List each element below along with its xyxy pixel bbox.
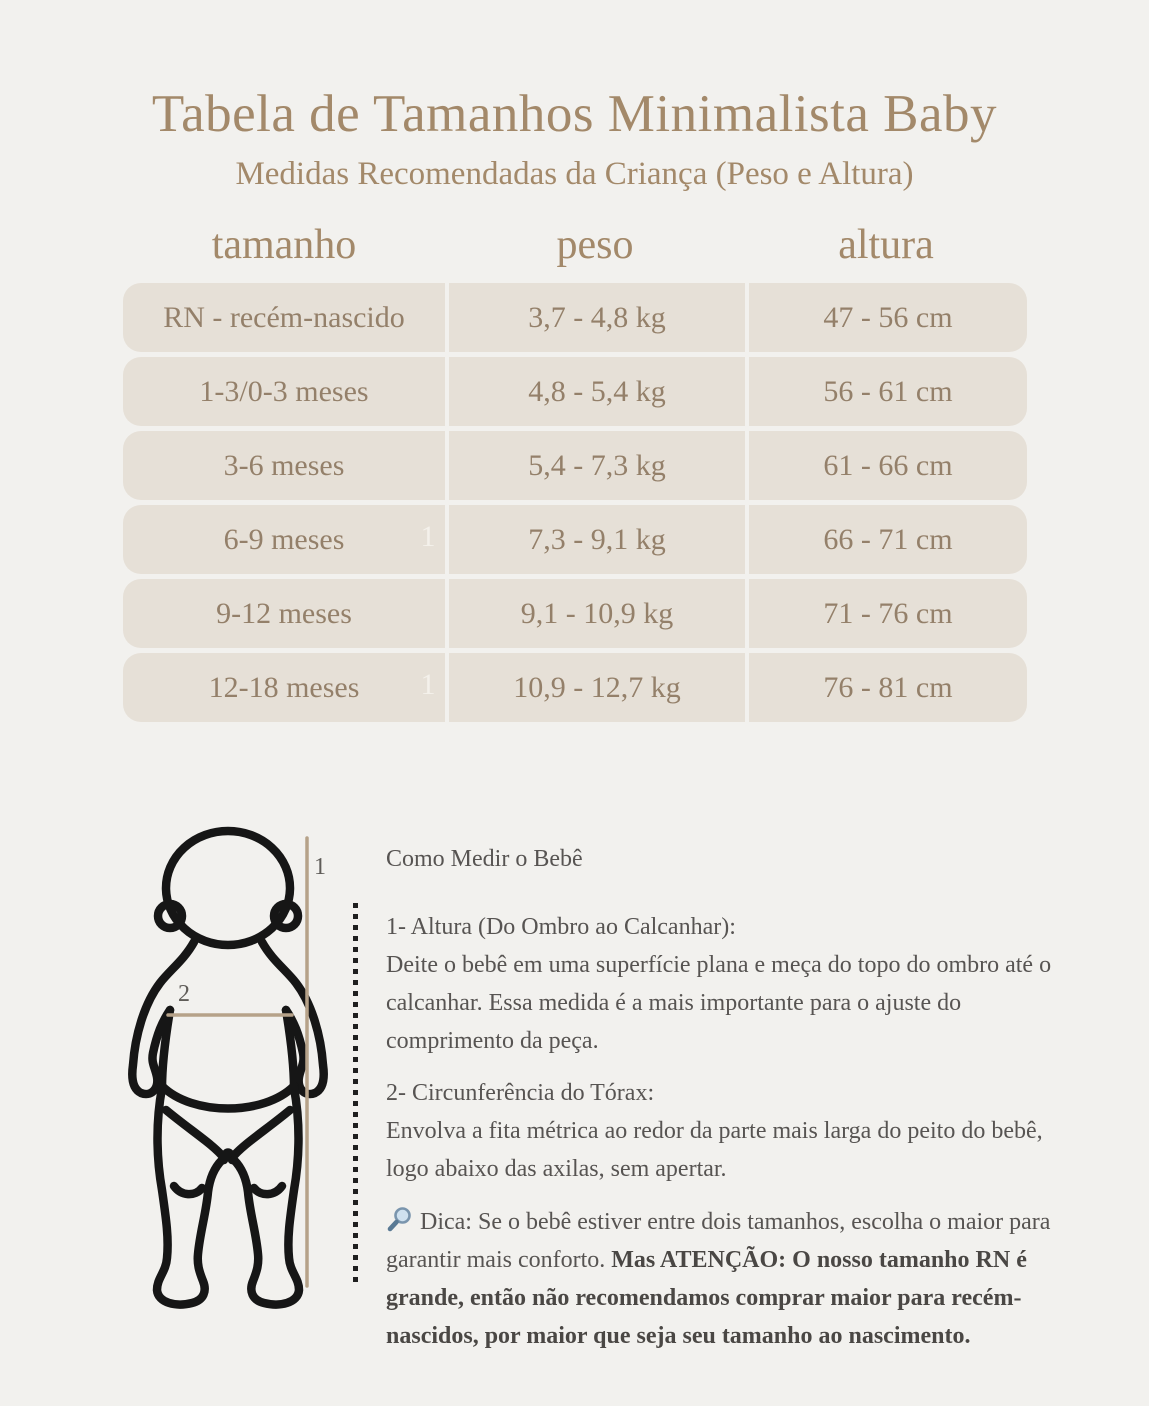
cell-size: RN - recém-nascido xyxy=(163,301,405,334)
cell-weight: 9,1 - 10,9 kg xyxy=(445,579,745,648)
cell-size: 6-9 meses xyxy=(223,523,345,556)
page-title: Tabela de Tamanhos Minimalista Baby xyxy=(151,85,998,143)
guide-section-chest xyxy=(386,1074,1056,1188)
faint-watermark: 1 xyxy=(420,520,436,553)
cell-height: 47 - 56 cm xyxy=(745,283,1027,352)
section2-body: Envolva a fita métrica ao redor da parte mais larga do peito do bebê, logo abaixo das axilas, sem apertar. xyxy=(386,1118,1043,1182)
height-line-label: 1 xyxy=(314,854,326,880)
section1-heading: 1- Altura (Do Ombro ao Calcanhar): xyxy=(386,914,736,940)
baby-body-outline xyxy=(132,831,323,1304)
cell-size: 3-6 meses xyxy=(223,449,345,482)
cell-height: 61 - 66 cm xyxy=(745,431,1027,500)
table-row xyxy=(123,283,1027,352)
column-header-size: tamanho xyxy=(211,222,357,268)
table-row xyxy=(123,505,1027,574)
cell-size: 1-3/0-3 meses xyxy=(199,375,369,408)
page-subtitle: Medidas Recomendadas da Criança (Peso e Altura) xyxy=(235,156,914,192)
section2-heading: 2- Circunferência do Tórax: xyxy=(386,1080,655,1106)
cell-weight: 10,9 - 12,7 kg xyxy=(445,653,745,722)
magnifier-icon xyxy=(386,1206,413,1233)
section1-body: Deite o bebê em uma superfície plana e meça do topo do ombro até o calcanhar. Essa medida é a mais importante para o ajuste do comprimento da peça. xyxy=(386,952,1052,1054)
cell-size: 9-12 meses xyxy=(216,597,352,630)
chest-line-label: 2 xyxy=(178,981,190,1007)
cell-height: 76 - 81 cm xyxy=(745,653,1027,722)
cell-height: 71 - 76 cm xyxy=(745,579,1027,648)
cell-weight: 5,4 - 7,3 kg xyxy=(445,431,745,500)
tip-bold-text: Mas ATENÇÃO: O nosso tamanho RN é grande, então não recomendamos comprar maior para recém-nascidos, por maior que seja seu tamanho ao nascimento. xyxy=(386,1247,1027,1349)
guide-title: Como Medir o Bebê xyxy=(386,846,583,872)
table-row xyxy=(123,579,1027,648)
table-row xyxy=(123,431,1027,500)
cell-size: 12-18 meses xyxy=(208,671,360,704)
table-row xyxy=(123,653,1027,722)
cell-weight: 3,7 - 4,8 kg xyxy=(445,283,745,352)
faint-watermark: 1 xyxy=(420,668,436,701)
column-header-height: altura xyxy=(838,222,934,268)
cell-weight: 4,8 - 5,4 kg xyxy=(445,357,745,426)
guide-section-height xyxy=(386,908,1056,1060)
size-table xyxy=(123,283,1027,727)
cell-height: 66 - 71 cm xyxy=(745,505,1027,574)
baby-outline-illustration xyxy=(120,820,390,1360)
measuring-guide xyxy=(386,840,1056,1355)
cell-height: 56 - 61 cm xyxy=(745,357,1027,426)
column-header-weight: peso xyxy=(556,222,634,268)
dotted-divider xyxy=(353,903,358,1285)
table-header-row xyxy=(123,218,1027,272)
table-row xyxy=(123,357,1027,426)
guide-tip xyxy=(386,1203,1056,1355)
cell-weight: 7,3 - 9,1 kg xyxy=(445,505,745,574)
tip-normal-text: Dica: Se o bebê estiver entre dois tamanhos, escolha o maior para garantir mais conforto. xyxy=(386,1209,1051,1273)
